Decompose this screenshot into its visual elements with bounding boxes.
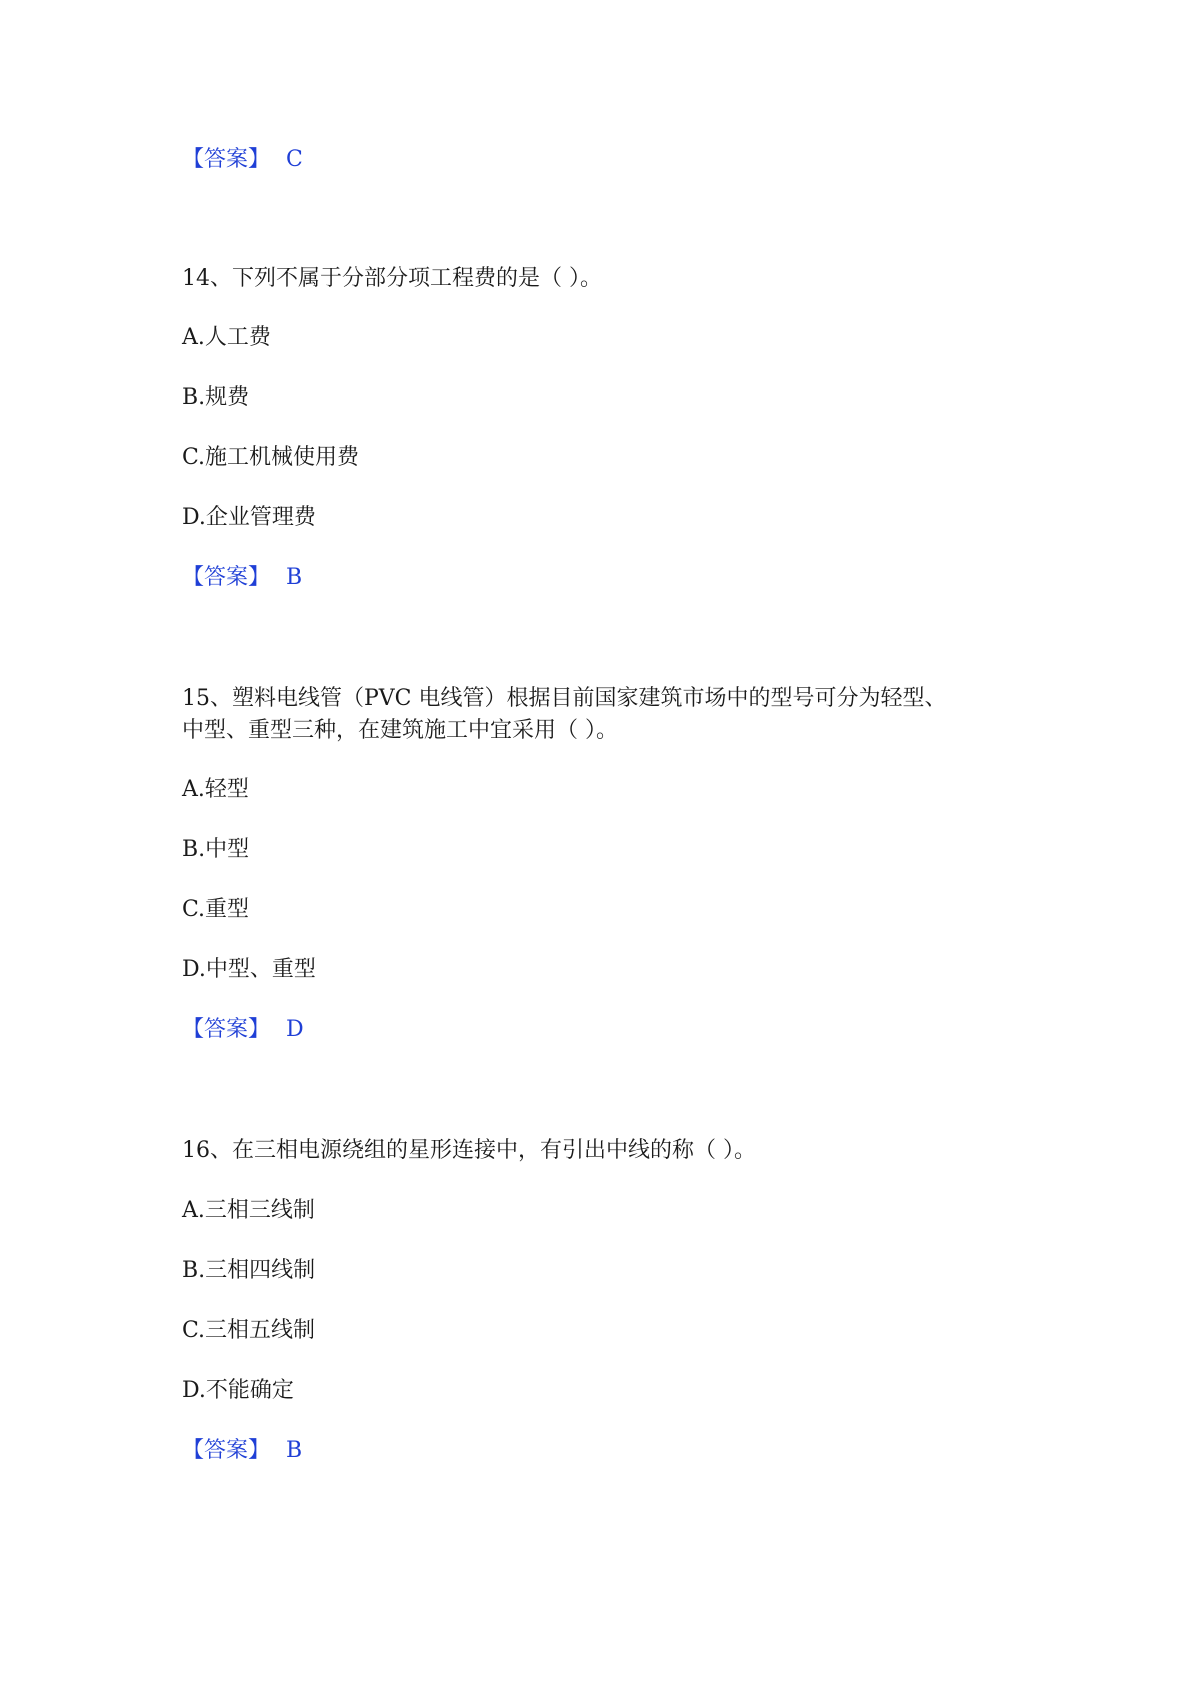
option-c: C.三相五线制 <box>182 1318 316 1343</box>
question-stem-continued: 中型、重型三种，在建筑施工中宜采用（ ）。 <box>182 718 618 743</box>
option-c: C.施工机械使用费 <box>182 445 360 470</box>
answer-line <box>182 1436 302 1466</box>
answer-value: B <box>286 565 303 590</box>
question-stem: 16、在三相电源绕组的星形连接中，有引出中线的称（ ）。 <box>182 1138 756 1163</box>
option-d: D.企业管理费 <box>182 505 316 530</box>
option-b: B.三相四线制 <box>182 1258 316 1283</box>
answer-label: 【答案】 <box>182 1017 271 1042</box>
question-stem: 15、塑料电线管（PVC 电线管）根据目前国家建筑市场中的型号可分为轻型、 <box>182 686 947 711</box>
answer-line <box>182 145 303 175</box>
option-d: D.不能确定 <box>182 1378 294 1403</box>
answer-line <box>182 1015 304 1045</box>
answer-value: C <box>286 147 303 172</box>
answer-value: D <box>286 1017 304 1042</box>
answer-label: 【答案】 <box>182 1438 271 1463</box>
option-b: B.规费 <box>182 385 250 410</box>
option-a: A.三相三线制 <box>182 1198 315 1223</box>
option-c: C.重型 <box>182 897 250 922</box>
option-a: A.轻型 <box>182 777 249 802</box>
option-a: A.人工费 <box>182 325 271 350</box>
option-b: B.中型 <box>182 837 250 862</box>
answer-label: 【答案】 <box>182 147 271 172</box>
answer-line <box>182 563 302 593</box>
answer-label: 【答案】 <box>182 565 271 590</box>
answer-value: B <box>286 1438 303 1463</box>
question-stem: 14、下列不属于分部分项工程费的是（ ）。 <box>182 266 602 291</box>
option-d: D.中型、重型 <box>182 957 316 982</box>
